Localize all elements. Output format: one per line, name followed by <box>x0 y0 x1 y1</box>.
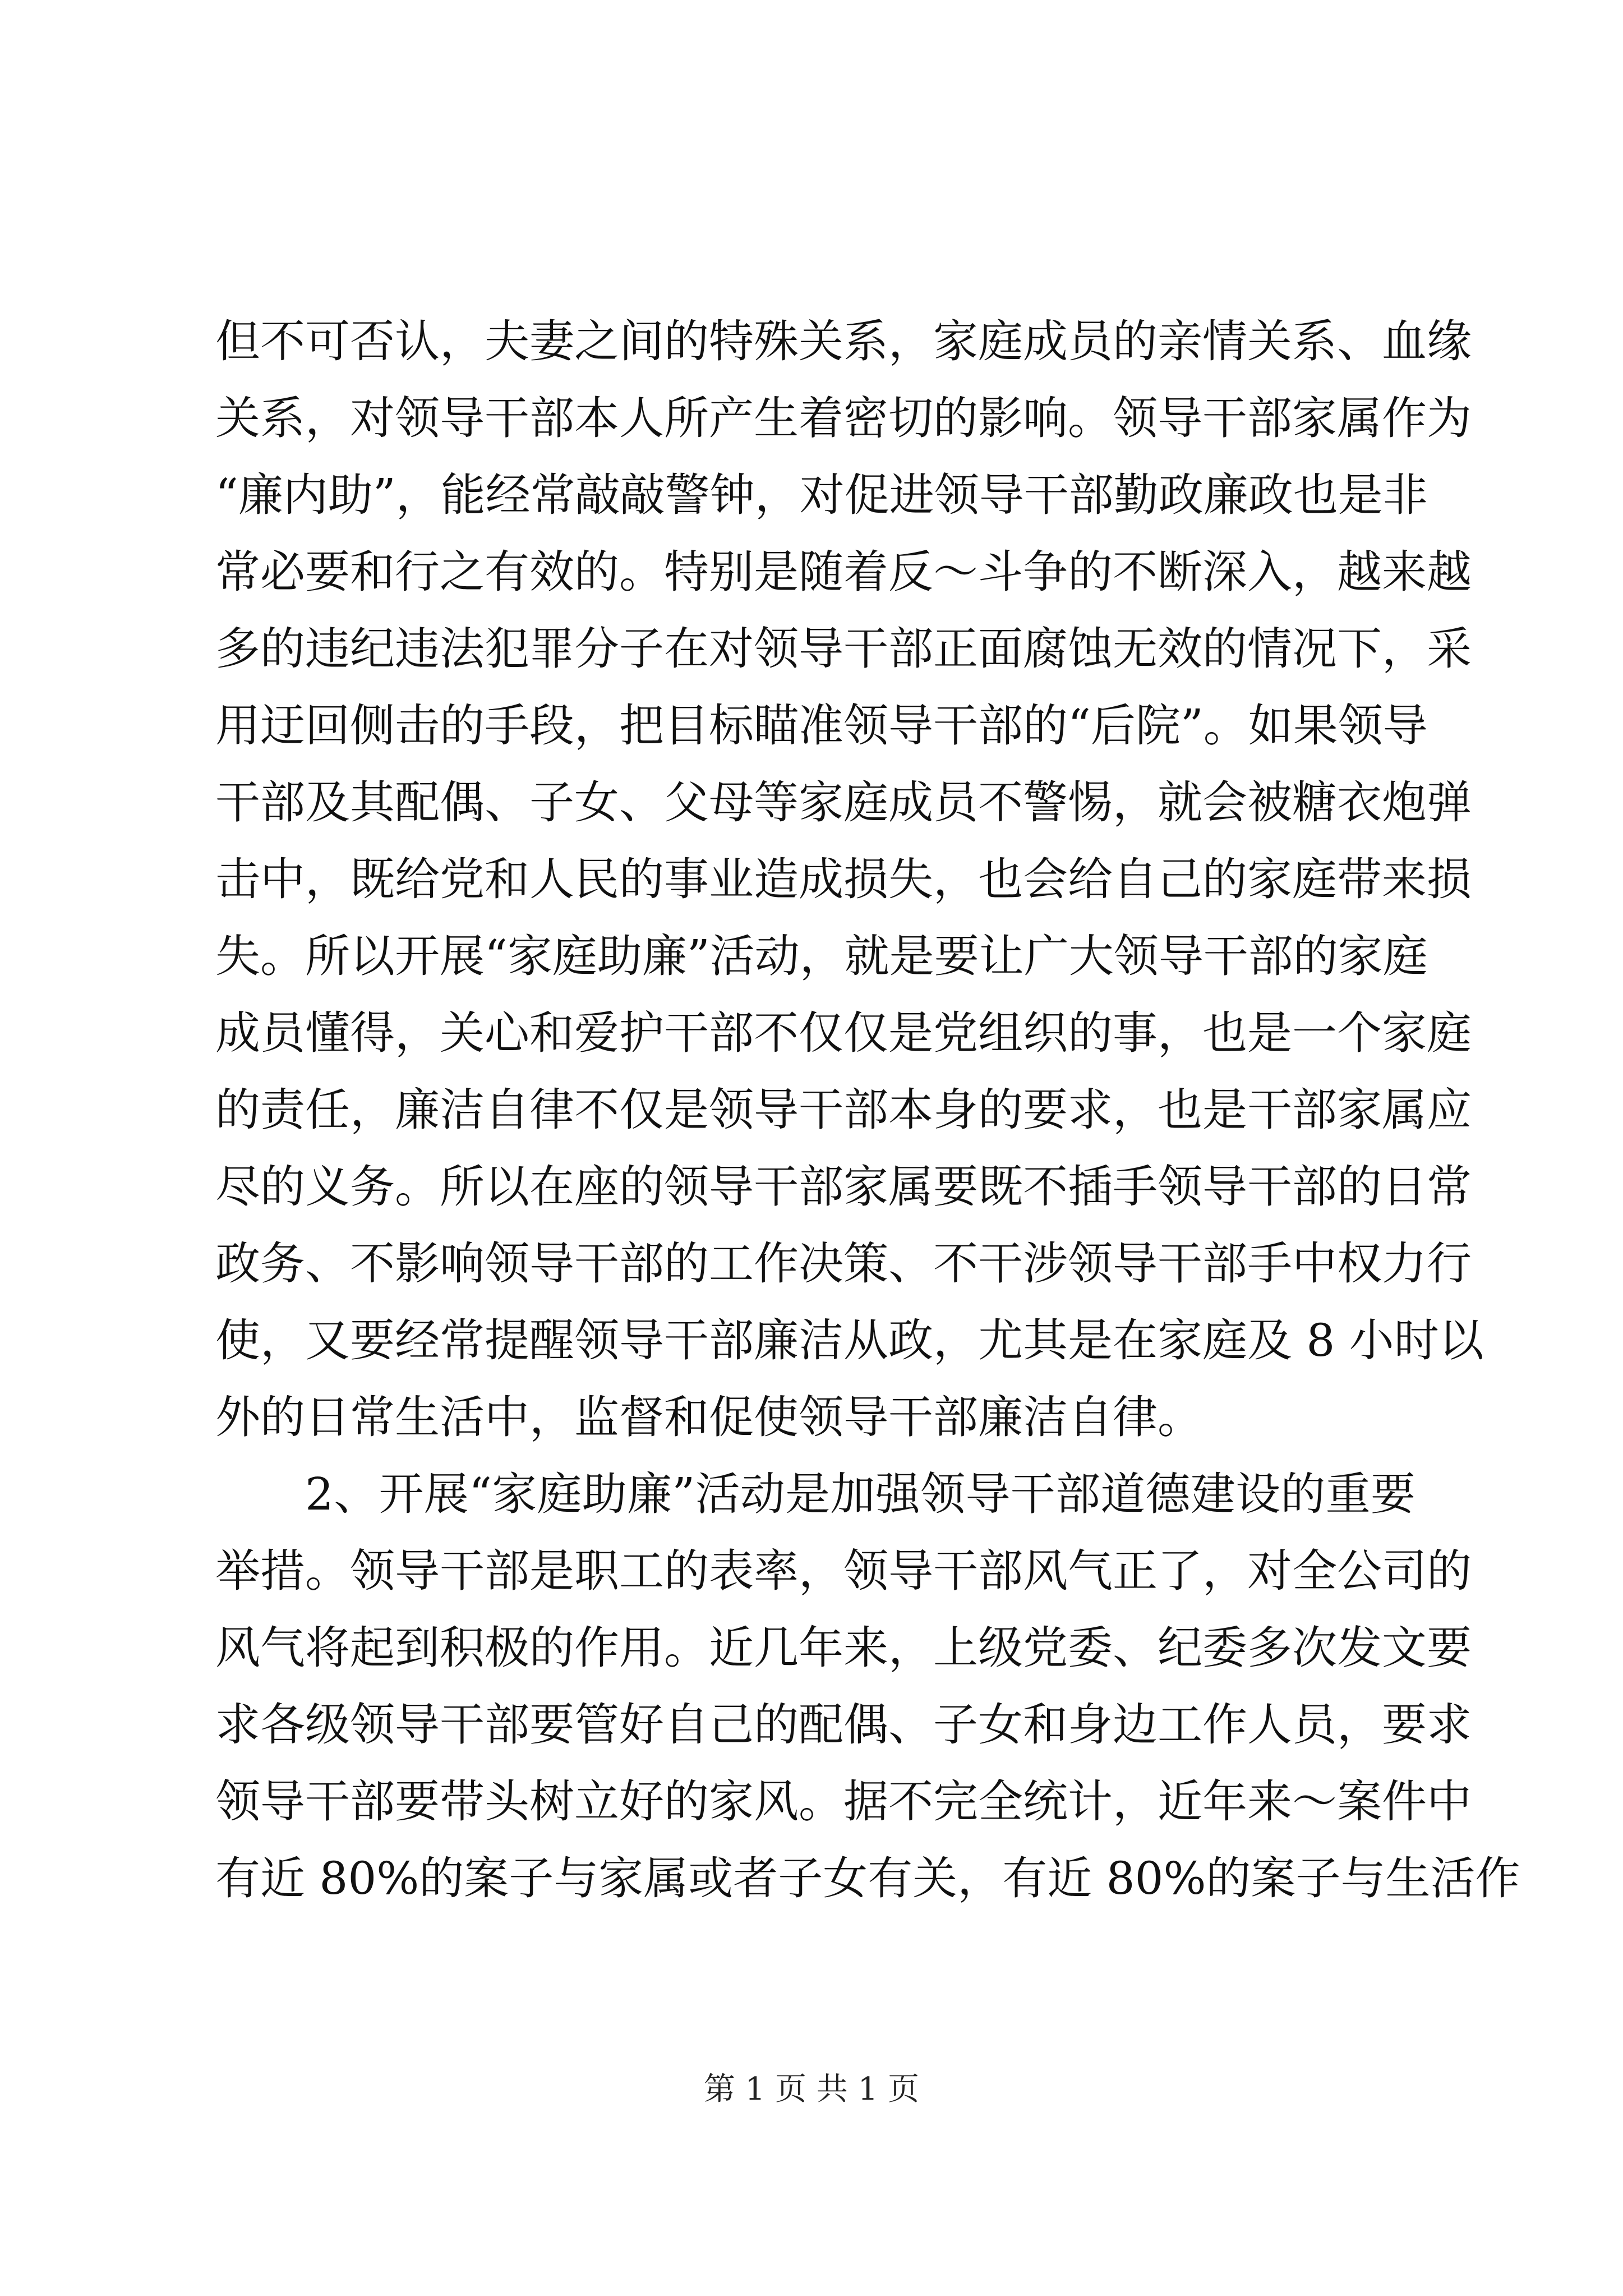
text-line: 外的日常生活中，监督和促使领导干部廉洁自律。 <box>215 1391 1202 1443</box>
text-line: 失。所以开展“家庭助廉”活动，就是要让广大领导干部的家庭 <box>215 930 1428 982</box>
text-line: 关系，对领导干部本人所产生着密切的影响。领导干部家属作为 <box>215 392 1472 444</box>
text-line: 常必要和行之有效的。特别是随着反～斗争的不断深入，越来越 <box>215 546 1472 598</box>
text-line: “廉内助”，能经常敲敲警钟，对促进领导干部勤政廉政也是非 <box>215 469 1428 521</box>
text-line: 风气将起到积极的作用。近几年来，上级党委、纪委多次发文要 <box>215 1622 1472 1674</box>
paragraph-first-line: 2、开展“家庭助廉”活动是加强领导干部道德建设的重要 <box>305 1468 1415 1520</box>
text-line: 领导干部要带头树立好的家风。据不完全统计，近年来～案件中 <box>215 1775 1472 1828</box>
text-line: 多的违纪违法犯罪分子在对领导干部正面腐蚀无效的情况下，采 <box>215 623 1472 675</box>
text-line: 用迂回侧击的手段，把目标瞄准领导干部的“后院”。如果领导 <box>215 700 1428 752</box>
text-line: 举措。领导干部是职工的表率，领导干部风气正了，对全公司的 <box>215 1545 1472 1597</box>
text-line: 击中，既给党和人民的事业造成损失，也会给自己的家庭带来损 <box>215 853 1472 905</box>
text-line: 干部及其配偶、子女、父母等家庭成员不警惕，就会被糖衣炮弹 <box>215 776 1472 829</box>
text-line: 但不可否认，夫妻之间的特殊关系，家庭成员的亲情关系、血缘 <box>215 315 1472 367</box>
text-line: 使，又要经常提醒领导干部廉洁从政，尤其是在家庭及 8 小时以 <box>215 1314 1484 1366</box>
text-line: 求各级领导干部要管好自己的配偶、子女和身边工作人员，要求 <box>215 1699 1472 1751</box>
text-line: 成员懂得，关心和爱护干部不仅仅是党组织的事，也是一个家庭 <box>215 1007 1472 1059</box>
page-footer <box>0 2070 1623 2109</box>
text-line: 有近 80%的案子与家属或者子女有关，有近 80%的案子与生活作 <box>215 1852 1520 1904</box>
text-line: 尽的义务。所以在座的领导干部家属要既不插手领导干部的日常 <box>215 1161 1472 1213</box>
text-line: 政务、不影响领导干部的工作决策、不干涉领导干部手中权力行 <box>215 1237 1472 1290</box>
text-line: 的责任，廉洁自律不仅是领导干部本身的要求，也是干部家属应 <box>215 1084 1472 1136</box>
body-text <box>215 303 1520 1917</box>
page-number-label: 第 1 页 共 1 页 <box>703 2071 920 2108</box>
